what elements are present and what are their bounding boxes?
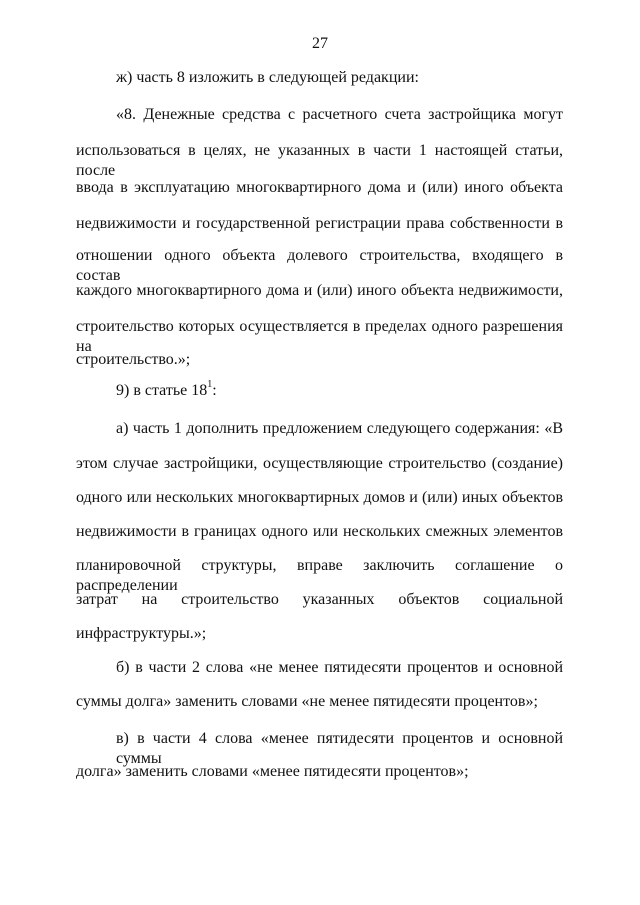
subitem-a-line-7: инфраструктуры.»; — [76, 625, 207, 642]
page-number: 27 — [312, 35, 328, 52]
item-9-line — [116, 378, 563, 401]
subitem-b-line-1: б) в части 2 слова «не менее пятидесяти процентов и основной — [116, 659, 563, 676]
subitem-a-line-3: одного или нескольких многоквартирных домов и (или) иных объектов — [76, 489, 563, 506]
quote-para-8-line-3: ввода в эксплуатацию многоквартирного дома и (или) иного объекта — [76, 179, 563, 196]
quote-para-8-line-6: каждого многоквартирного дома и (или) иного объекта недвижимости, — [76, 282, 563, 299]
subitem-a-line-6: затрат на строительство указанных объектов социальной — [76, 591, 563, 608]
item-9-text: 9) в статье 18 — [116, 382, 208, 399]
quote-para-8-line-8: строительство.»; — [76, 351, 191, 368]
subitem-v-line-2: долга» заменить словами «менее пятидесяти процентов»; — [76, 763, 469, 780]
subitem-a-line-4: недвижимости в границах одного или нескольких смежных элементов — [76, 523, 563, 540]
subitem-v-line-1: в) в части 4 слова «менее пятидесяти процентов и основной суммы — [116, 730, 563, 767]
quote-para-8-line-2: использоваться в целях, не указанных в части 1 настоящей статьи, после — [76, 142, 563, 179]
quote-para-8-line-7: строительство которых осуществляется в пределах одного разрешения на — [76, 318, 563, 355]
article-superscript: 1 — [207, 378, 213, 390]
quote-para-8-line-1: «8. Денежные средства с расчетного счета застройщика могут — [116, 106, 563, 123]
paragraph-zh-line: ж) часть 8 изложить в следующей редакции: — [116, 69, 419, 86]
subitem-a-line-1: а) часть 1 дополнить предложением следующего содержания: «В — [116, 420, 563, 437]
quote-para-8-line-5: отношении одного объекта долевого строительства, входящего в состав — [76, 247, 563, 284]
subitem-b-line-2: суммы долга» заменить словами «не менее пятидесяти процентов»; — [76, 693, 538, 710]
subitem-a-line-5: планировочной структуры, вправе заключить соглашение о распределении — [76, 557, 563, 594]
quote-para-8-line-4: недвижимости и государственной регистрации права собственности в — [76, 215, 563, 232]
subitem-a-line-2: этом случае застройщики, осуществляющие строительство (создание) — [76, 455, 563, 472]
item-9-colon: : — [212, 382, 217, 399]
